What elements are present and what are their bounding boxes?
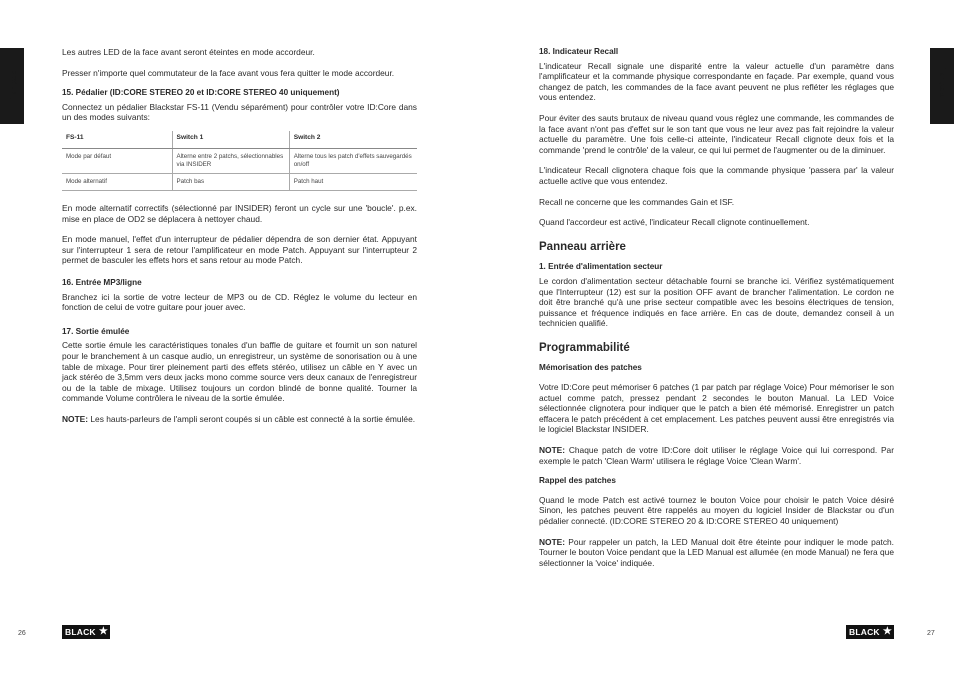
rear-panel-title: Panneau arrière xyxy=(539,240,626,253)
note-paragraph xyxy=(539,537,894,569)
table-header: Switch 2 xyxy=(289,131,417,149)
section-15-title: 15. Pédalier (ID:CORE STEREO 20 et ID:CORE STEREO 40 uniquement) xyxy=(62,88,340,98)
section-16-text: Branchez ici la sortie de votre lecteur de MP3 ou de CD. Réglez le volume du lecteur en fonction de celui de votre guitare pour jouer avec. xyxy=(62,291,417,313)
logo-text: BLACK xyxy=(65,627,96,637)
section-17-text: Cette sortie émule les caractéristiques tonales d'un baffle de guitare et fournit un son naturel pour le branchement à un casque audio, un enregistreur, un système de sonorisation ou à une table de mixage. Pour tirer pleinement parti des effets stéréo, utilisez un câble en Y avec un jack stéréo de 3,5mm vers deux jacks mono comme source vers deux canaux de l'enregistreur ou de la table de mixage. Utilisez toujours un cordon blindé de bonne qualité. Tourner la commande Volume contrôlera le niveau de la sortie émulée. xyxy=(62,340,417,404)
section-1-text: Le cordon d'alimentation secteur détachable fourni se branche ici. Vérifiez systématiquement que l'Interrupteur (12) est sur la position OFF avant de brancher l'alimentation. Le cordon ne doit être branché qu'à une prise secteur compatible avec les besoins électriques de tension, puissance et fréquence indiqués en face arrière. En cas de doute, demandez conseil à un technicien qualifié. xyxy=(539,275,894,329)
table-cell: Alterne tous les patch d'effets sauvegardés on/off xyxy=(289,148,417,173)
memorisation-title: Mémorisation des patches xyxy=(539,363,642,373)
footswitch-table xyxy=(62,131,417,191)
table-header: Switch 1 xyxy=(172,131,289,149)
table-row xyxy=(62,173,417,190)
paragraph: L'indicateur Recall signale une disparité entre la valeur actuelle d'un paramètre dans l'amplificateur et la commande physique correspondante en façade. Par exemple, quand vous changez de patch, les commandes de la face avant peuvent ne plus refléter les réglages que vous entendez. xyxy=(539,60,894,103)
table-cell: Mode par défaut xyxy=(62,148,172,173)
paragraph: Les autres LED de la face avant seront éteintes en mode accordeur. xyxy=(62,47,315,57)
section-1-title: 1. Entrée d'alimentation secteur xyxy=(539,262,663,272)
paragraph: En mode manuel, l'effet d'un interrupteur de pédalier dépendra de son dernier état. Appuyant sur l'interrupteur 1 sera de retour l'amplificateur en mode Patch. Appuyant sur l'interrupteur 2 permet de basculer les effets hors et sans retour au mode Patch. xyxy=(62,234,417,266)
table-cell: Patch haut xyxy=(289,173,417,190)
note-text: Chaque patch de votre ID:Core doit utiliser le réglage Voice qui lui correspond. Par exemple le patch 'Clean Warm' utilisera le réglage Voice 'Clean Warm'. xyxy=(539,445,894,466)
section-15-text: Connectez un pédalier Blackstar FS-11 (Vendu séparément) pour contrôler votre ID:Core dans un des modes suivants: xyxy=(62,101,417,123)
note-label: NOTE: xyxy=(62,413,89,424)
paragraph: L'indicateur Recall clignotera chaque fois que la commande physique 'passera par' la valeur actuelle active que vous entendez. xyxy=(539,165,894,186)
paragraph: En mode alternatif correctifs (sélectionné par INSIDER) feront un cycle sur une 'boucle'. p.ex. mise en place de OD2 se déplacera à nettoyer chaud. xyxy=(62,202,417,224)
language-label-left: Français xyxy=(9,70,18,103)
right-column xyxy=(539,47,894,578)
note-text: Les hauts-parleurs de l'ampli seront coupés si un câble est connecté à la sortie émulée. xyxy=(88,413,416,424)
left-column xyxy=(62,47,417,434)
note-paragraph xyxy=(62,414,417,425)
paragraph: Quand l'accordeur est activé, l'indicateur Recall clignote continuellement. xyxy=(539,217,810,228)
star-icon: ★ xyxy=(882,626,892,637)
star-icon: ★ xyxy=(98,626,108,637)
language-label-right xyxy=(938,64,947,67)
page-number-right: 27 xyxy=(927,630,935,637)
note-label: NOTE: xyxy=(539,536,566,547)
paragraph: Pour éviter des sauts brutaux de niveau quand vous réglez une commande, les commandes de la face avant n'ont pas d'effet sur le son tant que vous ne leur avez pas fait rejoindre la valeur actuelle du paramètre. Une fois celle-ci atteinte, l'indicateur Recall clignote deux fois et la commande 'prend le contrôle' de la valeur, ce qui lui permet de l'augmenter ou de la diminuer. xyxy=(539,112,894,155)
table-cell: Patch bas xyxy=(172,173,289,190)
blackstar-logo-right xyxy=(846,625,894,639)
table-cell: Alterne entre 2 patchs, sélectionnables via INSIDER xyxy=(172,148,289,173)
note-paragraph xyxy=(539,445,894,466)
logo-text: BLACK xyxy=(849,627,880,637)
section-16-title: 16. Entrée MP3/ligne xyxy=(62,277,142,287)
paragraph: Presser n'importe quel commutateur de la face avant vous fera quitter le mode accordeur. xyxy=(62,67,395,78)
section-17-title: 17. Sortie émulée xyxy=(62,326,130,336)
recall-patches-title: Rappel des patches xyxy=(539,476,616,486)
recall-patches-text: Quand le mode Patch est activé tournez le bouton Voice pour choisir le patch Voice désiré Sinon, les patches peuvent être rappelés au moyen du logiciel Insider de Blackstar ou d'un pédalier connecté. (ID:CORE STEREO 20 & ID:CORE STEREO 40 uniquement) xyxy=(539,494,894,526)
note-text: Pour rappeler un patch, la LED Manual doit être éteinte pour indiquer le mode patch. Tourner le bouton Voice pendant que la LED Manual est allumée (en mode Manual) ne fera que sélectionner la 'voice' indiquée. xyxy=(539,536,894,568)
blackstar-logo-left xyxy=(62,625,110,639)
programmability-title: Programmabilité xyxy=(539,341,630,354)
section-18-title: 18. Indicateur Recall xyxy=(539,47,619,56)
page-number-left: 26 xyxy=(18,630,26,637)
table-row xyxy=(62,148,417,173)
paragraph: Recall ne concerne que les commandes Gain et ISF. xyxy=(539,196,735,207)
table-header: FS-11 xyxy=(62,131,172,149)
table-header-row xyxy=(62,131,417,149)
memorisation-text: Votre ID:Core peut mémoriser 6 patches (1 par patch par réglage Voice) Pour mémoriser le son actuel comme patch, pressez pendant 2 secondes le bouton Manual. La LED Voice sélectionnée clignotera pour indiquer que le patch a bien été mémorisé. Enregistrer un patch effacera le patch précédent à cet emplacement. Les patches peuvent aussi être enregistrés via le logiciel Blackstar INSIDER. xyxy=(539,382,894,435)
note-label: NOTE: xyxy=(539,445,566,456)
table-cell: Mode alternatif xyxy=(62,173,172,190)
